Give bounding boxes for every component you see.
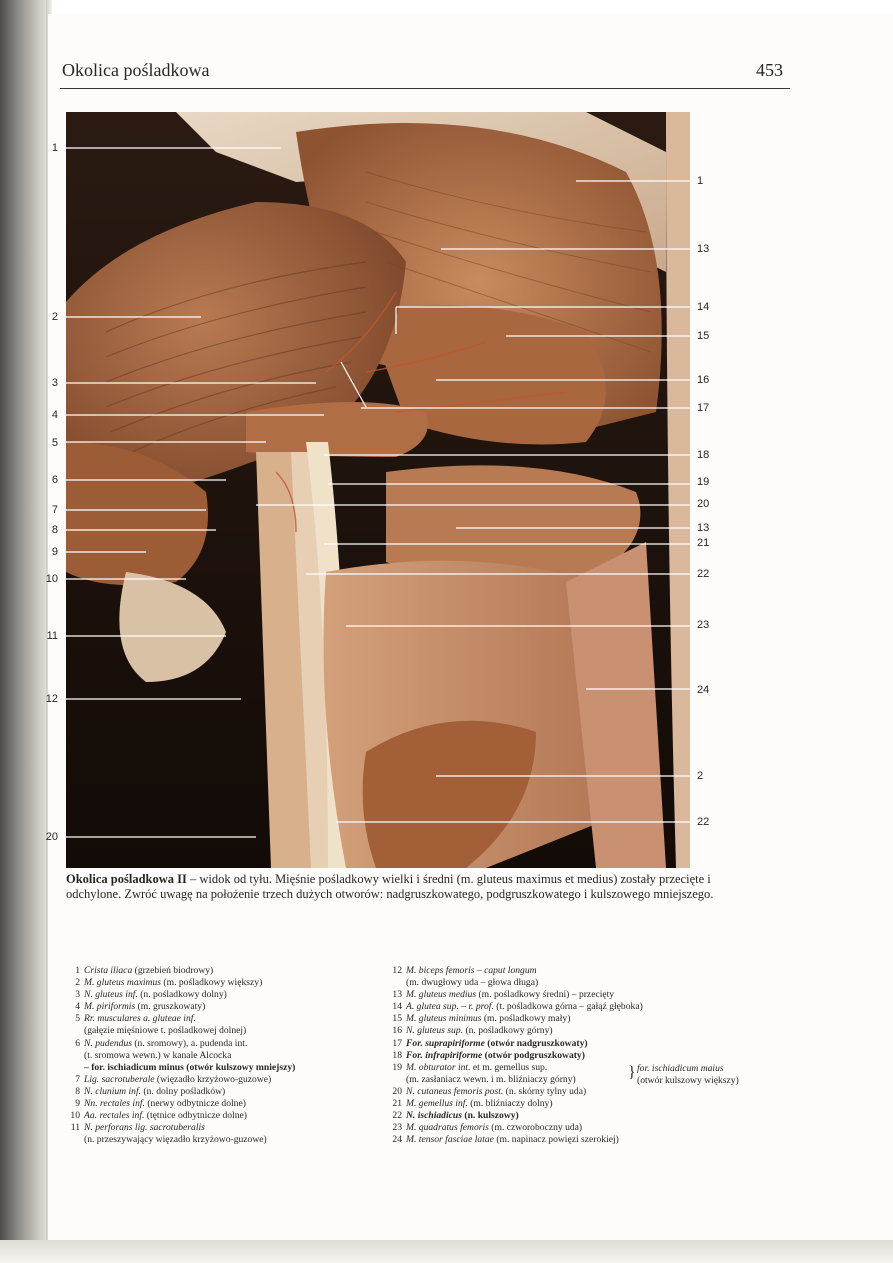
legend-item	[388, 977, 643, 989]
legend-number: 20	[392, 1085, 402, 1097]
figure-label: 22	[697, 568, 710, 580]
figure-label: 9	[51, 546, 58, 558]
legend-item	[66, 1110, 295, 1122]
legend-item	[388, 1074, 643, 1086]
figure-label: 19	[697, 476, 710, 488]
legend-number: 24	[392, 1134, 402, 1146]
legend-item	[388, 1013, 643, 1025]
legend-term: Aa. rectales inf.	[84, 1110, 145, 1122]
legend-desc: (m. czworoboczny uda)	[488, 1122, 583, 1134]
figure-label: 5	[51, 437, 58, 449]
legend-term: N. ischiadicus	[406, 1110, 462, 1122]
legend-desc: (m. pośladkowy większy)	[161, 977, 263, 989]
figure-label: 14	[697, 301, 710, 313]
figure-caption	[66, 872, 726, 902]
legend-number: 9	[75, 1098, 80, 1110]
legend-number: 12	[392, 965, 402, 976]
legend-item	[66, 1086, 295, 1098]
legend-desc: (n. kulszowy)	[461, 1110, 519, 1122]
figure-label: 13	[697, 243, 710, 255]
figure-label: 17	[697, 402, 710, 414]
legend-right	[388, 965, 643, 1146]
book-spine-shadow	[0, 0, 50, 1263]
bottom-shadow	[0, 1240, 893, 1263]
legend-number: 10	[70, 1110, 80, 1122]
legend-item	[66, 1134, 295, 1146]
legend-item	[66, 1001, 295, 1013]
legend-item	[66, 989, 295, 1001]
legend-term: N. cutaneus femoris post.	[406, 1085, 504, 1097]
legend-item	[388, 1001, 643, 1013]
legend-desc: (m. zasłaniacz wewn. i m. bliźniaczy górny)	[406, 1073, 576, 1085]
legend-item	[66, 1098, 295, 1110]
legend-item	[66, 977, 295, 989]
legend-term: M. gluteus maximus	[84, 977, 162, 989]
legend-term: Nn. rectales inf.	[84, 1098, 145, 1110]
legend-desc: (m. gruszkowaty)	[135, 1001, 206, 1013]
legend-number: 16	[392, 1025, 402, 1037]
legend-number: 18	[392, 1049, 402, 1061]
legend-desc: (n. sromowy), a. pudenda int.	[131, 1037, 248, 1049]
legend-desc: (więzadło krzyżowo-guzowe)	[154, 1073, 272, 1085]
legend-desc: (otwór nadgruszkowaty)	[484, 1037, 588, 1049]
figure-label: 20	[45, 831, 58, 843]
legend-desc: (m. pośladkowy średni) – przecięty	[476, 989, 615, 1001]
anatomy-photo	[66, 112, 690, 868]
legend-term: M. piriformis	[84, 1001, 136, 1013]
legend-desc: (n. przeszywający więzadło krzyżowo-guzowe)	[84, 1134, 267, 1146]
legend-item	[388, 1098, 643, 1110]
legend-item	[66, 1013, 295, 1025]
legend-desc: (grzebień biodrowy)	[132, 965, 214, 976]
legend-term: Lig. sacrotuberale	[84, 1073, 155, 1085]
figure-label: 10	[45, 573, 58, 585]
legend-number: 4	[75, 1001, 80, 1013]
figure-label: 24	[697, 684, 710, 696]
legend-desc: (tętnice odbytnicze dolne)	[144, 1110, 247, 1122]
legend-number: 21	[392, 1098, 402, 1110]
legend-desc: (n. skórny tylny uda)	[503, 1085, 587, 1097]
legend-number: 19	[392, 1061, 402, 1073]
legend-item	[388, 965, 643, 977]
legend-item	[388, 1110, 643, 1122]
legend-desc: (m. napinacz powięzi szerokiej)	[493, 1134, 619, 1146]
caption-text: – widok od tyłu. Mięśnie pośladkowy wielki i średni (m. gluteus maximus et medius) zostały przecięte i odchylone. Zwróć uwagę na położenie trzech dużych otworów: nadgruszkowatego, podgruszkowatego i kulszowego mniejszego.	[66, 872, 714, 901]
legend-desc: et m. gemellus sup.	[470, 1061, 548, 1073]
figure-label: 11	[46, 630, 58, 642]
legend-item	[388, 1038, 643, 1050]
figure-label: 23	[697, 619, 710, 631]
legend-term: M. gluteus minimus	[406, 1013, 482, 1025]
figure-label: 18	[697, 449, 710, 461]
legend-number: 15	[392, 1013, 402, 1025]
legend-term: M. obturator int.	[406, 1061, 471, 1073]
legend-number: 17	[392, 1037, 402, 1049]
legend-desc: (otwór podgruszkowaty)	[482, 1049, 585, 1061]
page-number: 453	[756, 60, 783, 80]
legend-term: N. gluteus inf.	[84, 989, 138, 1001]
legend-number: 22	[392, 1110, 402, 1122]
figure-label: 20	[697, 498, 710, 510]
legend-number: 13	[392, 989, 402, 1001]
legend-term: Rr. musculares a. gluteae inf.	[84, 1013, 196, 1025]
legend-term: N. pudendus	[84, 1037, 132, 1049]
legend-term: For. infrapiriforme	[406, 1049, 483, 1061]
legend-term: For. suprapiriforme	[406, 1037, 485, 1049]
legend-term: M. gluteus medius	[406, 989, 477, 1001]
figure-label: 7	[51, 504, 58, 516]
figure-label: 22	[697, 816, 710, 828]
legend-number: 11	[70, 1122, 80, 1134]
legend-desc: (n. dolny pośladków)	[141, 1085, 226, 1097]
figure-label: 6	[51, 474, 58, 486]
figure-label: 3	[51, 377, 58, 389]
figure-label: 4	[51, 409, 58, 421]
legend-desc: (t. sromowa wewn.) w kanale Alcocka	[84, 1049, 232, 1061]
legend-desc: (t. pośladkowa górna – gałąź głęboka)	[493, 1001, 643, 1013]
figure-label: 2	[51, 311, 58, 323]
legend-term: N. gluteus sup.	[406, 1025, 464, 1037]
figure-label: 21	[697, 537, 710, 549]
legend-number: 1	[75, 965, 80, 976]
legend-item	[388, 1062, 643, 1074]
legend-item	[388, 1134, 643, 1146]
brace-note: } for. ischiadicum maius (otwór kulszowy większy)	[628, 1063, 739, 1087]
figure-label: 8	[51, 524, 58, 536]
legend-item	[66, 1122, 295, 1134]
legend-desc: (m. dwugłowy uda – głowa długa)	[406, 977, 539, 989]
legend-item	[66, 965, 295, 977]
legend-desc: (n. pośladkowy górny)	[463, 1025, 553, 1037]
legend-term: Crista iliaca	[84, 965, 133, 976]
figure-label: 15	[697, 330, 710, 342]
figure-label: 13	[697, 522, 710, 534]
legend-item	[66, 1062, 295, 1074]
brace-note-line2: (otwór kulszowy większy)	[637, 1075, 739, 1087]
legend-number: 5	[75, 1013, 80, 1025]
legend-desc: (m. bliźniaczy dolny)	[467, 1098, 553, 1110]
legend-term: M. biceps femoris – caput longum	[406, 965, 537, 976]
legend-desc: (gałęzie mięśniowe t. pośladkowej dolnej)	[84, 1025, 247, 1037]
caption-title: Okolica pośladkowa II	[66, 872, 187, 886]
figure-label: 1	[51, 142, 58, 154]
legend-desc: – for. ischiadicum minus (otwór kulszowy mniejszy)	[84, 1061, 296, 1073]
legend-number: 2	[75, 977, 80, 989]
legend-term: M. gemellus inf.	[406, 1098, 468, 1110]
header-rule	[60, 88, 790, 89]
legend-number: 7	[75, 1073, 80, 1085]
legend-number: 8	[75, 1085, 80, 1097]
legend-number: 3	[75, 989, 80, 1001]
figure-label: 2	[697, 770, 704, 782]
legend-item	[66, 1025, 295, 1037]
legend-term: M. quadratus femoris	[406, 1122, 489, 1134]
legend-item	[388, 1025, 643, 1037]
legend-desc: (n. pośladkowy dolny)	[137, 989, 227, 1001]
legend-desc: (m. pośladkowy mały)	[481, 1013, 571, 1025]
legend-term: N. clunium inf.	[84, 1085, 142, 1097]
legend-left	[66, 965, 295, 1146]
legend-item	[388, 1122, 643, 1134]
legend-item	[388, 1050, 643, 1062]
legend-term: N. perforans lig. sacrotuberalis	[84, 1122, 205, 1134]
legend-item	[66, 1038, 295, 1050]
legend-number: 14	[392, 1001, 402, 1013]
legend-item	[388, 1086, 643, 1098]
brace-note-line1: for. ischiadicum maius	[637, 1063, 724, 1074]
legend-term: M. tensor fasciae latae	[406, 1134, 494, 1146]
legend-number: 6	[75, 1037, 80, 1049]
figure-label: 1	[697, 175, 704, 187]
legend-term: A. glutea sup. – r. prof.	[406, 1001, 494, 1013]
legend-number: 23	[392, 1122, 402, 1134]
legend-item	[66, 1050, 295, 1062]
legend-item	[66, 1074, 295, 1086]
legend-desc: (nerwy odbytnicze dolne)	[144, 1098, 246, 1110]
legend-item	[388, 989, 643, 1001]
running-title: Okolica pośladkowa	[62, 60, 210, 80]
figure-label: 16	[697, 374, 710, 386]
figure-label: 12	[45, 693, 58, 705]
